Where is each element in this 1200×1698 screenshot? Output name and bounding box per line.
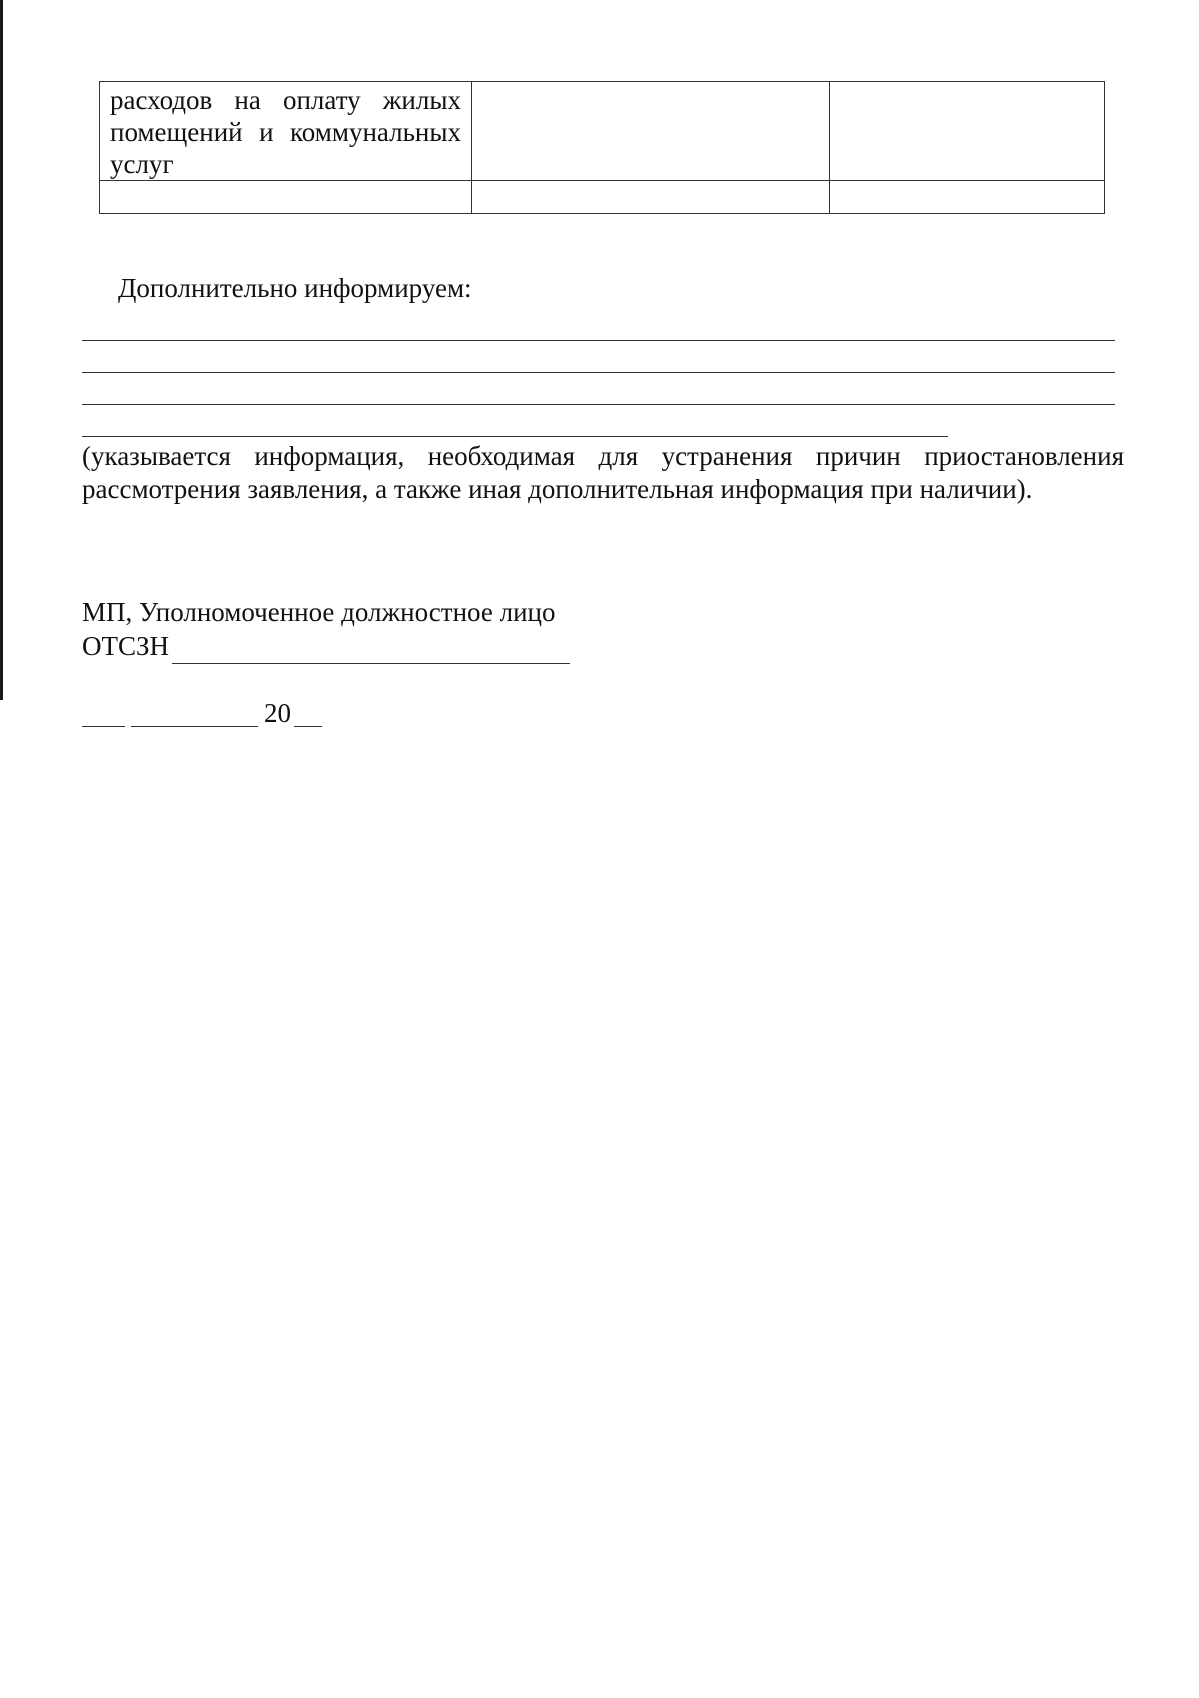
additional-info-heading: Дополнительно информируем:: [118, 273, 472, 303]
signature-blank-line: [172, 663, 570, 664]
official-title: МП, Уполномоченное должностное лицо: [82, 597, 556, 627]
date-day-blank: [82, 726, 125, 727]
cell-text: [830, 82, 1104, 84]
table-row: [100, 181, 1105, 214]
blank-line: [82, 372, 1115, 373]
cell-text: [472, 181, 829, 183]
table-cell: [830, 181, 1105, 214]
cell-text: [830, 181, 1104, 183]
table-cell: [472, 82, 830, 181]
blank-line: [82, 340, 1115, 341]
date-year-prefix: 20: [264, 698, 291, 728]
cell-text: [472, 82, 829, 84]
blank-line: [82, 436, 948, 437]
scan-border-left: [0, 0, 3, 700]
table-row: [100, 82, 1105, 181]
table-cell: [100, 82, 472, 181]
date-month-blank: [131, 726, 258, 727]
cell-text: расходов на оплату жилых помещений и коммунальных услуг: [110, 85, 461, 179]
table-cell: [472, 181, 830, 214]
table-cell: [100, 181, 472, 214]
blank-line: [82, 404, 1115, 405]
additional-info-note: (указывается информация, необходимая для устранения причин приостановления рассмотрения заявления, а также иная дополнительная информация при наличии).: [82, 441, 1124, 504]
date-year-blank: [294, 726, 322, 727]
expenses-table: [99, 81, 1105, 214]
department-label: ОТСЗН: [82, 631, 170, 661]
table-cell: [830, 82, 1105, 181]
cell-text: [100, 181, 471, 183]
